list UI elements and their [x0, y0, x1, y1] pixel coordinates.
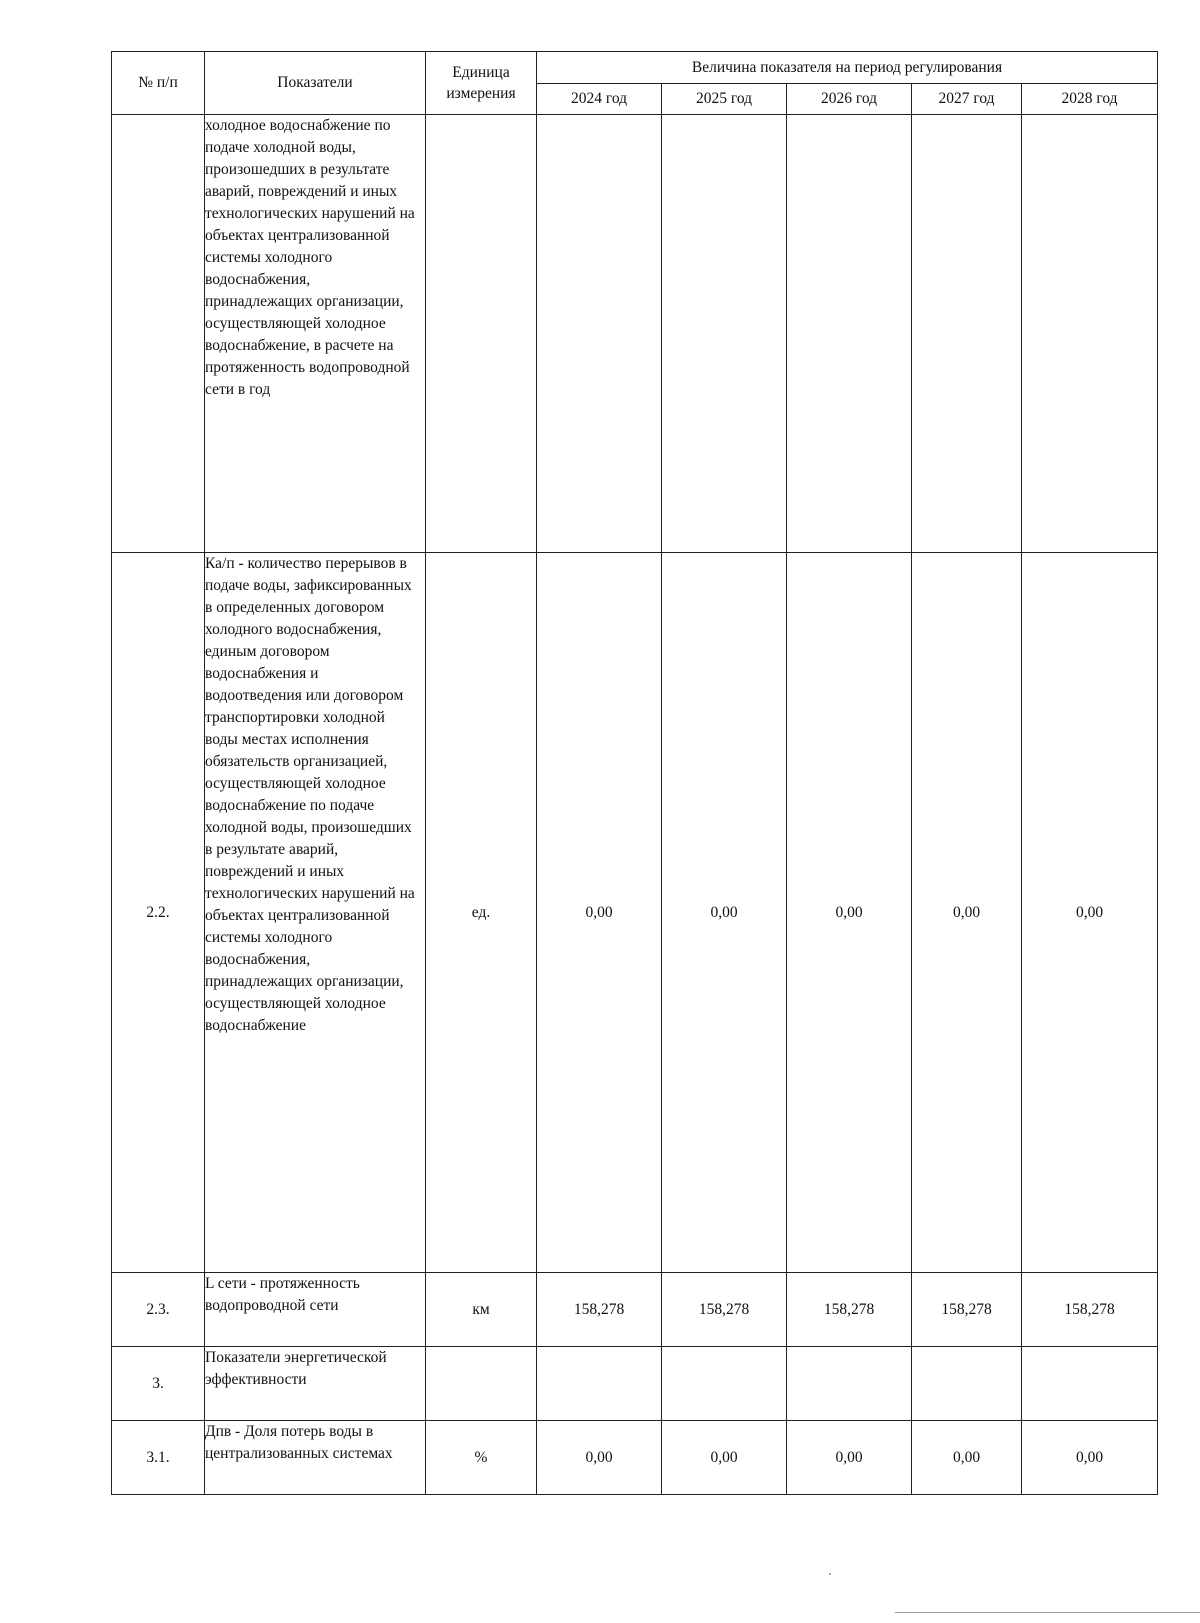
header-year: 2025 год [662, 84, 787, 115]
row-unit: % [426, 1421, 537, 1495]
table-row [112, 1347, 1158, 1421]
row-value: 0,00 [1022, 553, 1158, 1273]
row-value: 0,00 [912, 553, 1022, 1273]
row-unit: ед. [426, 553, 537, 1273]
row-indicator [205, 115, 426, 553]
row-value: 0,00 [537, 553, 662, 1273]
header-year: 2027 год [912, 84, 1022, 115]
row-value [787, 115, 912, 553]
row-value: 158,278 [537, 1273, 662, 1347]
row-indicator [205, 1273, 426, 1347]
header-row-1 [112, 52, 1158, 84]
row-indicator-text: Ка/п - количество перерывов в подаче воды, зафиксированных в определенных договором холодного водоснабжения, единым договором водоснабжения и водоотведения или договором транспортировки холодной воды местах исполнения обязательств организацией, осуществляющей холодное водоснабжение по подаче холодной воды, произошедших в результате аварий, повреждений и иных технологических нарушений на объектах централизованной системы холодного водоснабжения, принадлежащих организации, осуществляющей холодное водоснабжение [205, 555, 415, 1034]
table-row [112, 553, 1158, 1273]
row-value [787, 1347, 912, 1421]
row-value [662, 115, 787, 553]
row-value [912, 1347, 1022, 1421]
row-value: 158,278 [912, 1273, 1022, 1347]
row-number [112, 115, 205, 553]
header-indicators: Показатели [205, 52, 426, 115]
header-unit: Единица измерения [426, 52, 537, 115]
row-value: 158,278 [662, 1273, 787, 1347]
table-row [112, 1273, 1158, 1347]
row-value: 0,00 [662, 1421, 787, 1495]
header-period: Величина показателя на период регулирования [537, 52, 1158, 84]
row-value: 0,00 [662, 553, 787, 1273]
indicators-table [111, 51, 1158, 1495]
row-value [912, 115, 1022, 553]
row-value: 0,00 [912, 1421, 1022, 1495]
header-year: 2028 год [1022, 84, 1158, 115]
scan-edge-line [895, 1612, 1200, 1613]
row-value [662, 1347, 787, 1421]
row-unit [426, 115, 537, 553]
header-year: 2026 год [787, 84, 912, 115]
row-unit: км [426, 1273, 537, 1347]
row-value: 0,00 [787, 1421, 912, 1495]
row-number: 2.3. [112, 1273, 205, 1347]
row-indicator-text: Дпв - Доля потерь воды в централизованных системах [205, 1423, 393, 1462]
row-indicator-text: холодное водоснабжение по подаче холодной воды, произошедших в результате аварий, повреждений и иных технологических нарушений на объектах централизованной системы холодного водоснабжения, принадлежащих организации, осуществляющей холодное водоснабжение, в расчете на протяженность водопроводной сети в год [205, 117, 415, 398]
row-unit [426, 1347, 537, 1421]
table-row [112, 115, 1158, 553]
row-value: 158,278 [787, 1273, 912, 1347]
scan-speck [829, 1573, 831, 1575]
row-indicator [205, 1347, 426, 1421]
row-value: 0,00 [787, 553, 912, 1273]
row-value [1022, 1347, 1158, 1421]
row-indicator-text: Показатели энергетической эффективности [205, 1349, 387, 1388]
header-num: № п/п [112, 52, 205, 115]
row-number: 3.1. [112, 1421, 205, 1495]
row-value [537, 1347, 662, 1421]
row-indicator [205, 1421, 426, 1495]
row-indicator [205, 553, 426, 1273]
table-row [112, 1421, 1158, 1495]
row-value: 158,278 [1022, 1273, 1158, 1347]
row-value: 0,00 [537, 1421, 662, 1495]
header-year: 2024 год [537, 84, 662, 115]
row-value: 0,00 [1022, 1421, 1158, 1495]
row-number: 2.2. [112, 553, 205, 1273]
row-value [537, 115, 662, 553]
row-number: 3. [112, 1347, 205, 1421]
row-value [1022, 115, 1158, 553]
row-indicator-text: L сети - протяженность водопроводной сети [205, 1275, 360, 1314]
